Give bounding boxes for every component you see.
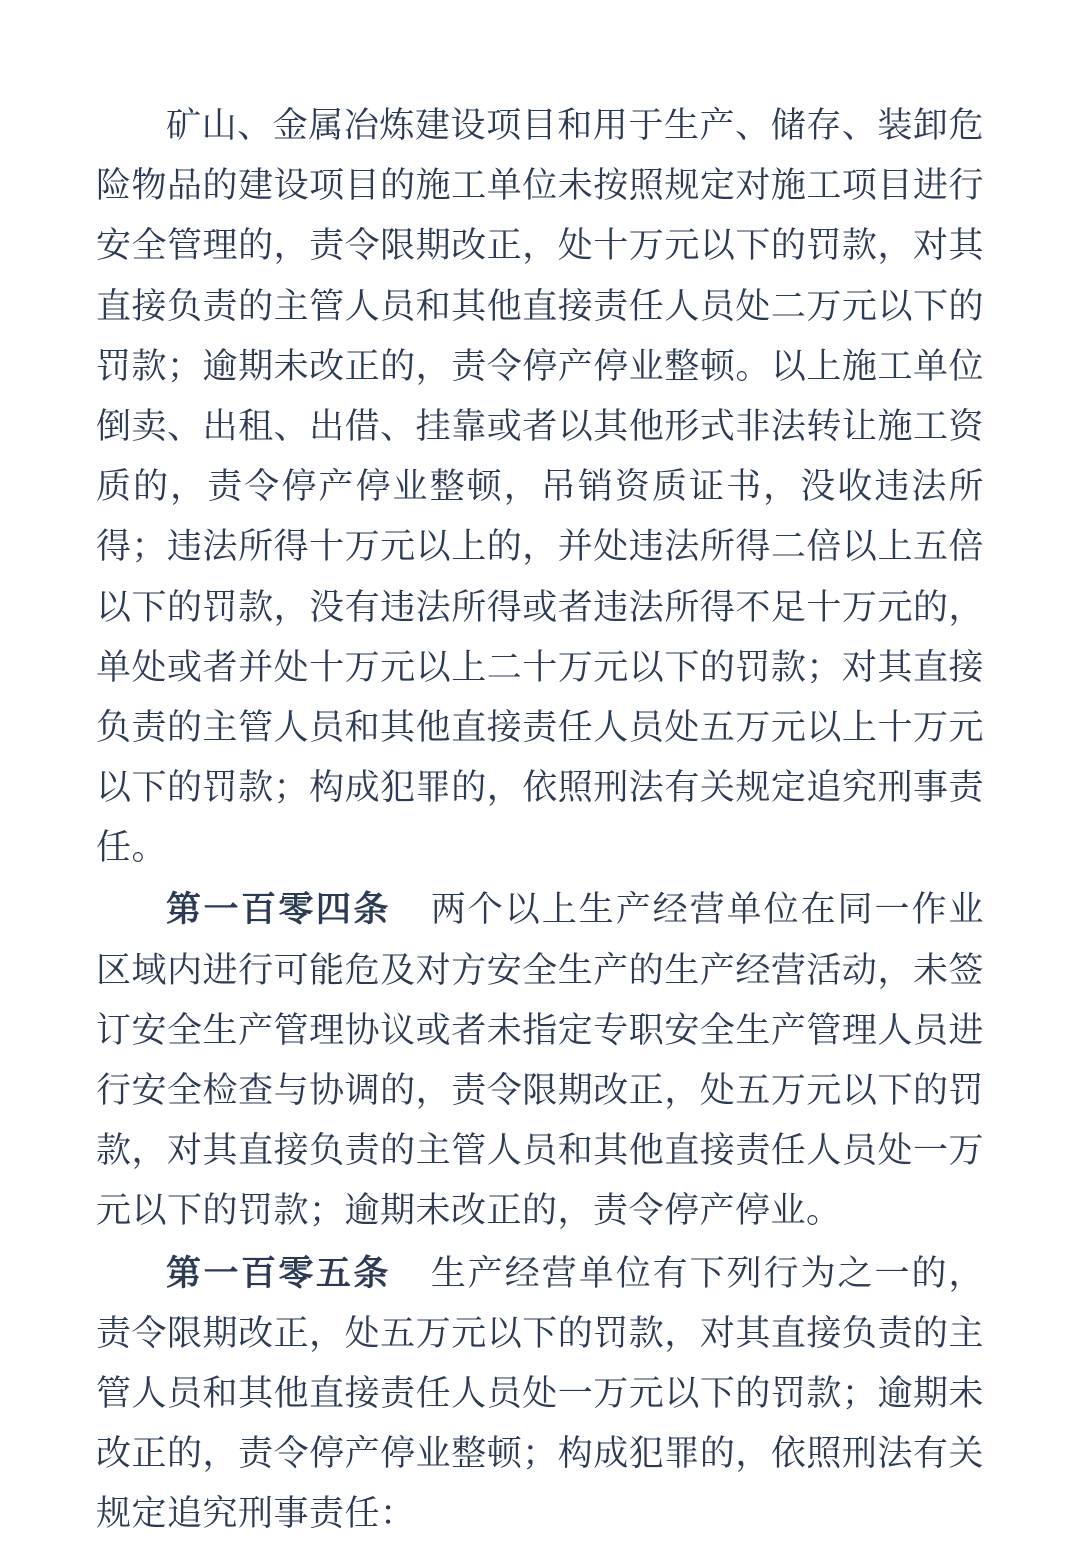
paragraph-text: 两个以上生产经营单位在同一作业区域内进行可能危及对方安全生产的生产经营活动，未签订安全生产管理协议或者未指定专职安全生产管理人员进行安全检查与协调的，责令限期改正，处五万元以下的罚款，对其直接负责的主管人员和其他直接责任人员处一万元以下的罚款；逾期未改正的，责令停产停业。 (96, 890, 984, 1232)
document-body (96, 96, 984, 1545)
paragraph-article-104 (96, 880, 984, 1241)
paragraph-mine-smelting-construction (96, 96, 984, 878)
article-number-label: 第一百零五条 (166, 1252, 391, 1294)
paragraph-text: 生产经营单位有下列行为之一的，责令限期改正，处五万元以下的罚款，对其直接负责的主管人员和其他直接责任人员处一万元以下的罚款；逾期未改正的，责令停产停业整顿；构成犯罪的，依照刑法有关规定追究刑事责任： (96, 1253, 984, 1535)
article-number-label: 第一百零四条 (166, 889, 391, 931)
paragraph-article-105 (96, 1244, 984, 1545)
paragraph-text: 矿山、金属冶炼建设项目和用于生产、储存、装卸危险物品的建设项目的施工单位未按照规定对施工项目进行安全管理的，责令限期改正，处十万元以下的罚款，对其直接负责的主管人员和其他直接责任人员处二万元以下的罚款；逾期未改正的，责令停产停业整顿。以上施工单位倒卖、出租、出借、挂靠或者以其他形式非法转让施工资质的，责令停产停业整顿，吊销资质证书，没收违法所得；违法所得十万元以上的，并处违法所得二倍以上五倍以下的罚款，没有违法所得或者违法所得不足十万元的，单处或者并处十万元以上二十万元以下的罚款；对其直接负责的主管人员和其他直接责任人员处五万元以上十万元以下的罚款；构成犯罪的，依照刑法有关规定追究刑事责任。 (96, 106, 984, 869)
